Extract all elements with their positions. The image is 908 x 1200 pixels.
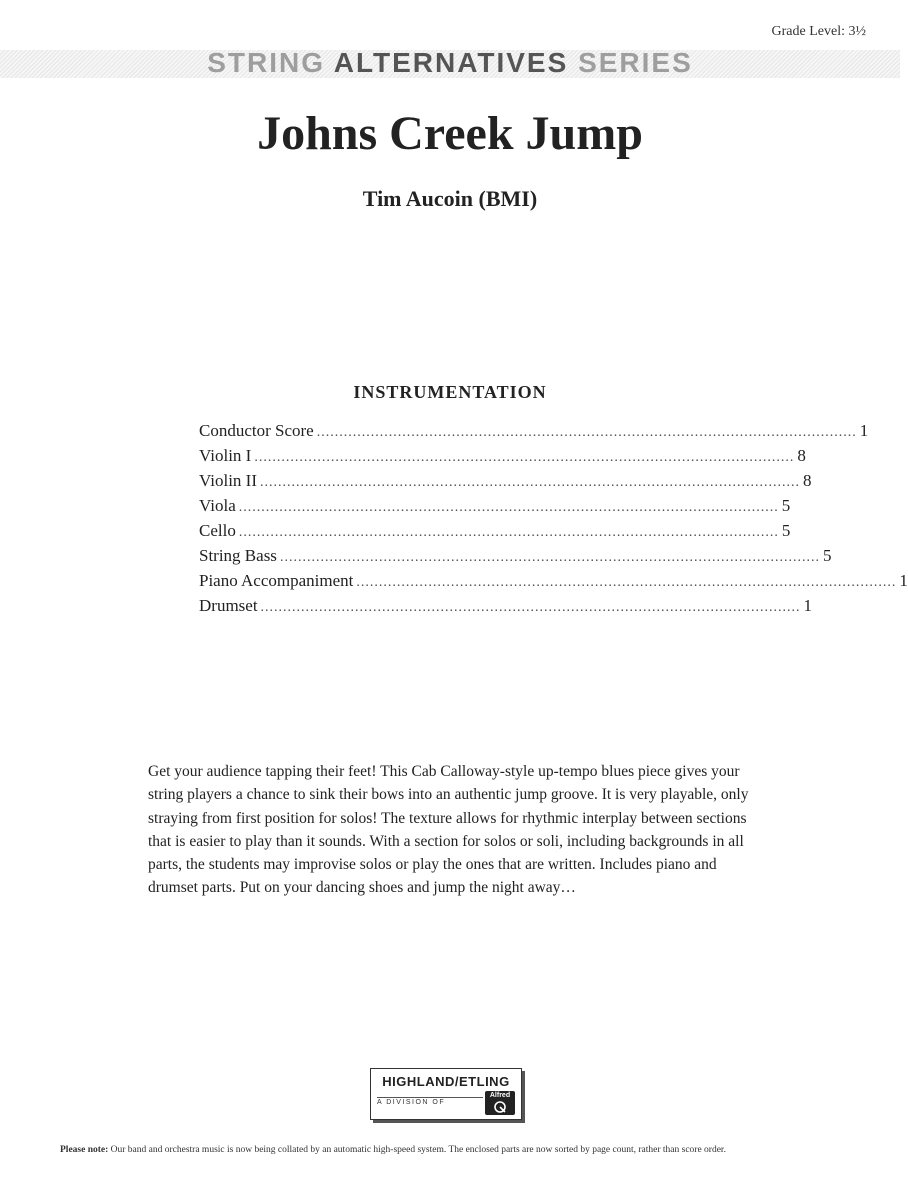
alfred-emblem-icon xyxy=(494,1101,506,1113)
instrument-row xyxy=(199,546,832,571)
instrument-count: 1 xyxy=(859,421,869,440)
footnote-label: Please note: xyxy=(60,1145,109,1155)
footnote-text: Our band and orchestra music is now being collated by an automatic high-speed system. The enclosed parts are now sorted by page count, rather than score order. xyxy=(110,1145,726,1155)
series-title xyxy=(0,48,900,78)
instrument-count: 1 xyxy=(803,596,813,615)
dot-leader: ........................................................................................................................ xyxy=(279,550,820,565)
instrument-name: String Bass xyxy=(199,546,277,565)
instrument-count: 5 xyxy=(781,496,791,515)
alfred-logo-text: Alfred xyxy=(489,1092,511,1099)
instrument-name: Violin II xyxy=(199,471,257,490)
dot-leader: ........................................................................................................................ xyxy=(316,425,857,440)
composer-name: Tim Aucoin (BMI) xyxy=(362,186,538,211)
grade-level: Grade Level: 3½ xyxy=(771,24,866,39)
logo-frame xyxy=(370,1068,522,1120)
instrument-row xyxy=(199,471,812,496)
instrument-name: Cello xyxy=(199,521,236,540)
publisher-logo xyxy=(370,1068,526,1124)
instrumentation-heading: INSTRUMENTATION xyxy=(353,382,547,402)
instrument-row xyxy=(199,521,791,546)
instrument-name: Conductor Score xyxy=(199,421,314,440)
instrumentation-list xyxy=(199,421,908,621)
dot-leader: ........................................................................................................................ xyxy=(254,450,795,465)
alfred-logo-badge xyxy=(485,1091,515,1115)
instrument-name: Violin I xyxy=(199,446,252,465)
instrument-count: 8 xyxy=(797,446,806,465)
series-word-string: STRING xyxy=(207,47,325,78)
instrument-name: Piano Accompaniment xyxy=(199,571,354,590)
instrument-name: Viola xyxy=(199,496,236,515)
dot-leader: ........................................................................................................................ xyxy=(260,600,801,615)
instrument-row xyxy=(199,421,869,446)
series-word-series: SERIES xyxy=(578,47,693,78)
publisher-name: HIGHLAND/ETLING xyxy=(382,1074,510,1089)
footnote xyxy=(60,1145,850,1155)
instrument-row xyxy=(199,446,806,471)
series-word-alternatives: ALTERNATIVES xyxy=(333,47,569,78)
publisher-division: A DIVISION OF xyxy=(377,1097,483,1106)
instrument-count: 1 xyxy=(899,571,908,590)
piece-description: Get your audience tapping their feet! This Cab Calloway-style up-tempo blues piece gives your string players a chance to sink their bows into an authentic jump groove. It is very playable, only straying from first position for solos! The texture allows for rhythmic interplay between sections that is easier to play than it sounds. With a section for solos or soli, including backgrounds in all parts, the students may improvise solos or play the ones that are written. Includes piano and drumset parts. Put on your dancing shoes and jump the night away… xyxy=(148,763,749,897)
instrument-row xyxy=(199,571,908,596)
dot-leader: ........................................................................................................................ xyxy=(356,575,897,590)
dot-leader: ........................................................................................................................ xyxy=(260,475,800,490)
instrument-row xyxy=(199,596,813,621)
instrument-count: 8 xyxy=(803,471,812,490)
piece-title: Johns Creek Jump xyxy=(257,107,643,160)
dot-leader: ........................................................................................................................ xyxy=(238,500,779,515)
instrument-name: Drumset xyxy=(199,596,258,615)
dot-leader: ........................................................................................................................ xyxy=(238,525,779,540)
instrument-row xyxy=(199,496,791,521)
instrument-count: 5 xyxy=(781,521,791,540)
instrument-count: 5 xyxy=(822,546,832,565)
